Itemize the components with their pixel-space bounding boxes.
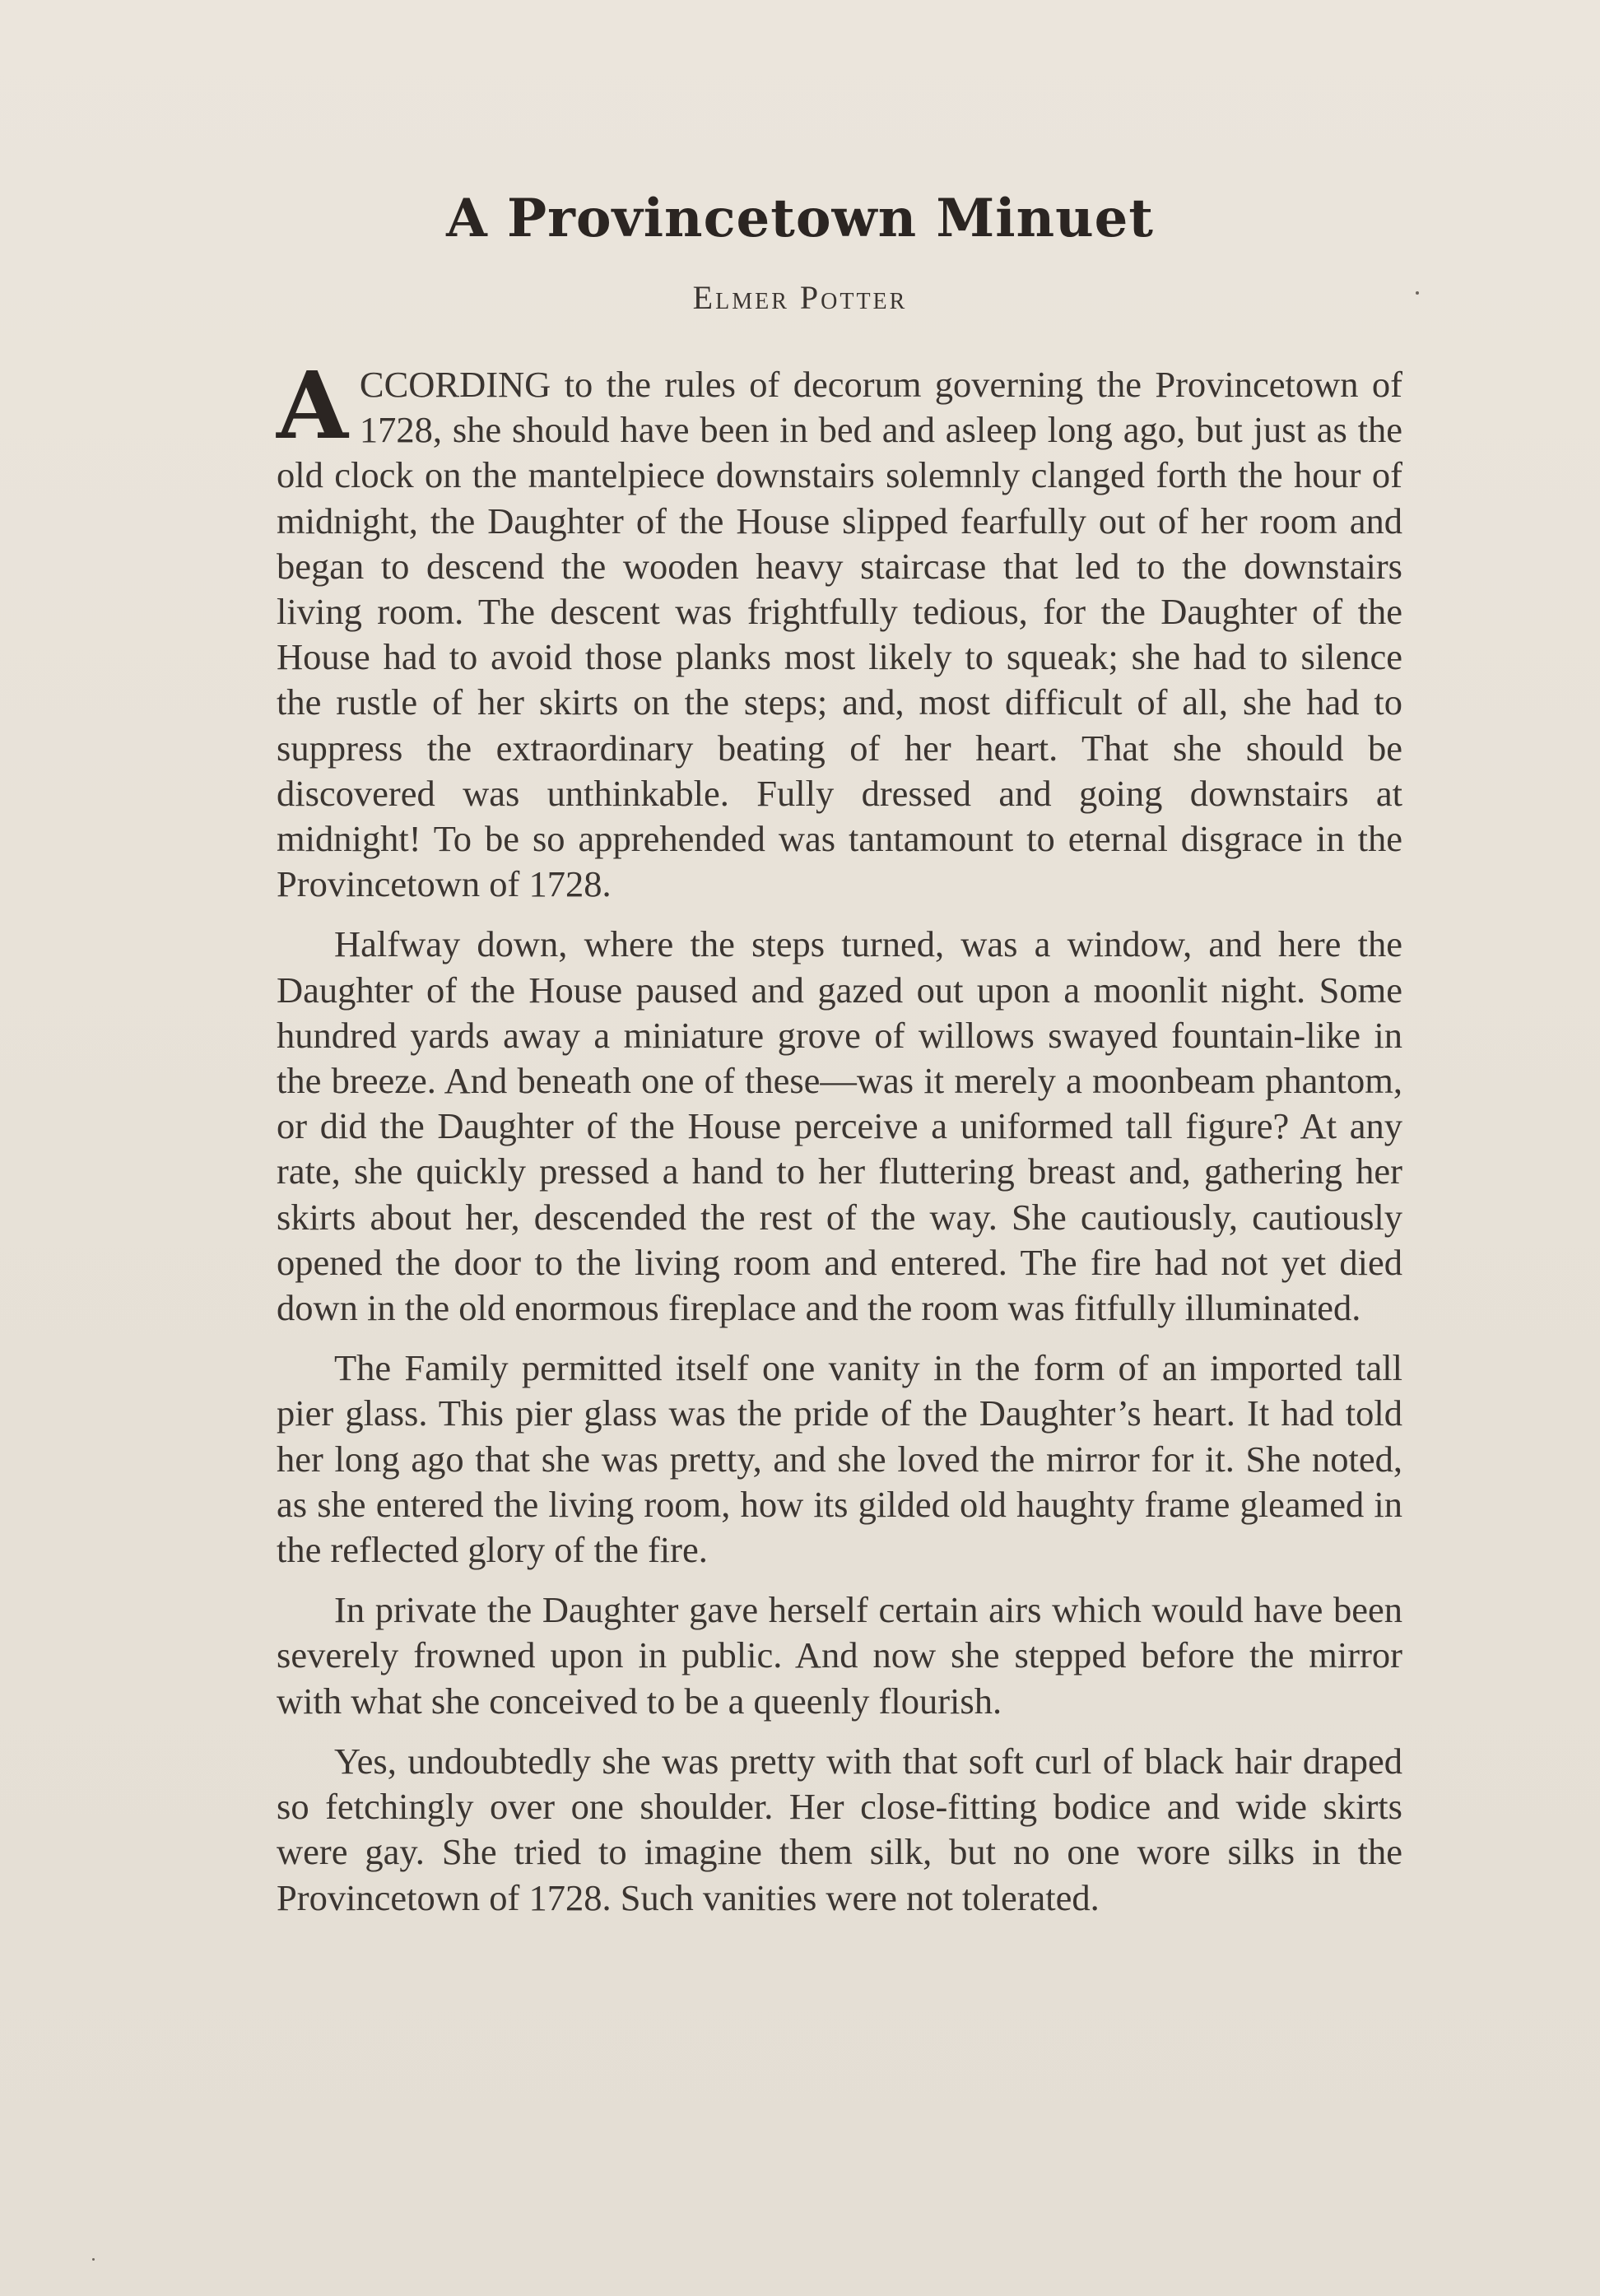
paragraph-2: Halfway down, where the steps turned, was a window, and here the Daughter of the House paused and gazed out upon a moonlit night. Some hundred yards away a miniature grove of willows swayed fountain-like in the breeze. And beneath one of these—was it merely a moonbeam phantom, or did the Daughter of the House perceive a uniformed tall figure? At any rate, she quickly pressed a hand to her fluttering breast and, gathering her skirts about her, descended the rest of the way. She cautiously, cautiously opened the door to the living room and entered. The fire had not yet died down in the old enormous fireplace and the room was fitfully illuminated. — [277, 923, 1402, 1329]
paper-speck — [1416, 291, 1419, 295]
paragraph-4: In private the Daughter gave herself certain airs which would have been severely frowned upon in public. And now she stepped before the mirror with what she conceived to be a queenly flourish. — [277, 1589, 1402, 1722]
story-body — [277, 352, 1402, 1936]
paper-speck — [92, 2258, 95, 2261]
paragraph-text: CCORDING to the rules of decorum governing the Provincetown of 1728, she should have been in bed and asleep long ago, but just as the old clock on the mantelpiece downstairs solemnly clanged forth the hour of midnight, the Daughter of the House slipped fearfully out of her room and began to descend the wooden heavy staircase that led to the downstairs living room. The descent was frightfully tedious, for the Daughter of the House had to avoid those planks most likely to squeak; she had to silence the rustle of her skirts on the steps; and, most difficult of all, she had to suppress the extraordinary beating of her heart. That she should be discovered was unthinkable. Fully dressed and going downstairs at midnight! To be so apprehended was tantamount to eternal disgrace in the Provincetown of 1728. — [277, 364, 1402, 905]
story-title: A Provincetown Minuet — [446, 188, 1154, 249]
paragraph-5: Yes, undoubtedly she was pretty with that soft curl of black hair draped so fetchingly over one shoulder. Her close-fitting bodice and wide skirts were gay. She tried to imagine them silk, but no one wore silks in the Provincetown of 1728. Such vanities were not tolerated. — [277, 1740, 1402, 1918]
drop-cap: A — [277, 352, 348, 460]
paragraph-1 — [277, 352, 1402, 907]
paragraph-3: The Family permitted itself one vanity in the form of an imported tall pier glass. This pier glass was the pride of the Daughter’s heart. It had told her long ago that she was pretty, and she loved the mirror for it. She noted, as she entered the living room, how its gilded old haughty frame gleamed in the reflected glory of the fire. — [277, 1347, 1402, 1571]
author-name: Elmer Potter — [692, 279, 908, 316]
